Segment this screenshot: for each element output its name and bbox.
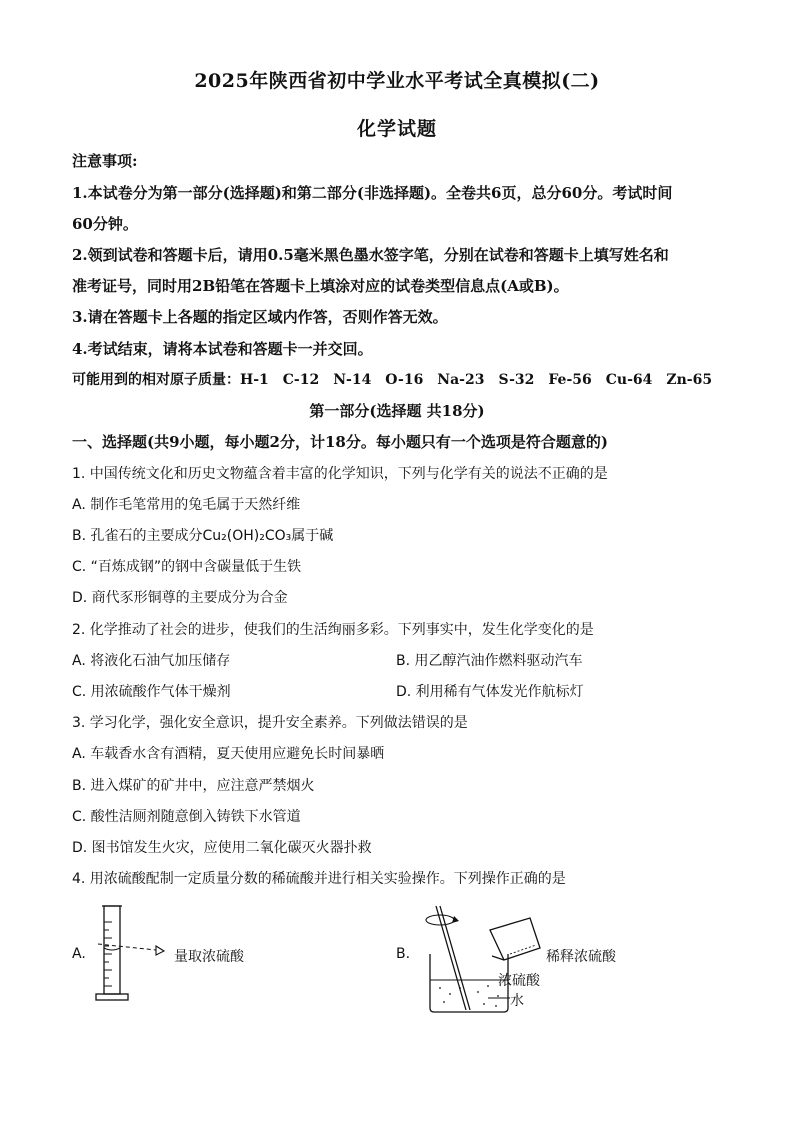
question-3-stem: 3. 学习化学，强化安全意识，提升安全素养。下列做法错误的是: [72, 715, 468, 731]
question-4-option-a-label: 量取浓硫酸: [174, 949, 244, 965]
notes-item-4: 4.考试结束，请将本试卷和答题卡一并交回。: [72, 340, 373, 358]
graduated-cylinder-figure: [92, 900, 182, 1006]
notes-item-1-cont: 60分钟。: [72, 215, 138, 233]
question-4-acid-label: 浓硫酸: [498, 973, 540, 989]
question-2-option-d: D. 利用稀有气体发光作航标灯: [396, 684, 584, 700]
question-1-option-a: A. 制作毛笔常用的兔毛属于天然纤维: [72, 497, 301, 513]
question-2-option-b: B. 用乙醇汽油作燃料驱动汽车: [396, 653, 583, 669]
question-4-water-label: 水: [510, 993, 524, 1009]
question-1-stem: 1. 中国传统文化和历史文物蕴含着丰富的化学知识，下列与化学有关的说法不正确的是: [72, 466, 608, 482]
question-1-option-c: C. “百炼成钢”的钢中含碳量低于生铁: [72, 559, 302, 575]
notes-item-2-cont: 准考证号，同时用2B铅笔在答题卡上填涂对应的试卷类型信息点(A或B)。: [72, 277, 569, 295]
part1-heading: 第一部分(选择题 共18分): [309, 402, 485, 420]
notes-item-3: 3.请在答题卡上各题的指定区域内作答，否则作答无效。: [72, 308, 448, 326]
question-3-option-b: B. 进入煤矿的矿井中，应注意严禁烟火: [72, 778, 315, 794]
question-4-option-b-letter: B.: [396, 946, 411, 962]
question-4-option-b-label: 稀释浓硫酸: [546, 949, 616, 965]
question-2-option-c: C. 用浓硫酸作气体干燥剂: [72, 684, 231, 700]
notes-heading: 注意事项:: [72, 152, 138, 170]
question-1-option-b: B. 孔雀石的主要成分Cu₂(OH)₂CO₃属于碱: [72, 528, 334, 544]
dilution-beaker-figure: [418, 900, 548, 1018]
notes-item-2: 2.领到试卷和答题卡后，请用0.5毫米黑色墨水签字笔，分别在试卷和答题卡上填写姓名和: [72, 246, 669, 264]
atomic-mass-line: 可能用到的相对原子质量：H-1 C-12 N-14 O-16 Na-23 S-32 Fe-56 Cu-64 Zn-65: [72, 372, 713, 388]
question-2-option-a: A. 将液化石油气加压储存: [72, 653, 231, 669]
water-leader-line: [488, 994, 510, 1004]
notes-item-1: 1.本试卷分为第一部分(选择题)和第二部分(非选择题)。全卷共6页，总分60分。考试时间: [72, 184, 673, 202]
question-3-option-c: C. 酸性洁厕剂随意倒入铸铁下水管道: [72, 809, 301, 825]
question-3-option-a: A. 车载香水含有酒精，夏天使用应避免长时间暴晒: [72, 746, 385, 762]
exam-subtitle: 化学试题: [356, 118, 437, 140]
question-2-stem: 2. 化学推动了社会的进步，使我们的生活绚丽多彩。下列事实中，发生化学变化的是: [72, 622, 594, 638]
question-4-option-a-letter: A.: [72, 946, 86, 962]
question-3-option-d: D. 图书馆发生火灾，应使用二氧化碳灭火器扑救: [72, 840, 372, 856]
exam-title: 2025年陕西省初中学业水平考试全真模拟(二): [194, 70, 600, 92]
question-4-stem: 4. 用浓硫酸配制一定质量分数的稀硫酸并进行相关实验操作。下列操作正确的是: [72, 871, 566, 887]
section-heading: 一、选择题(共9小题，每小题2分，计18分。每小题只有一个选项是符合题意的): [72, 433, 608, 451]
question-1-option-d: D. 商代豕形铜尊的主要成分为合金: [72, 590, 288, 606]
